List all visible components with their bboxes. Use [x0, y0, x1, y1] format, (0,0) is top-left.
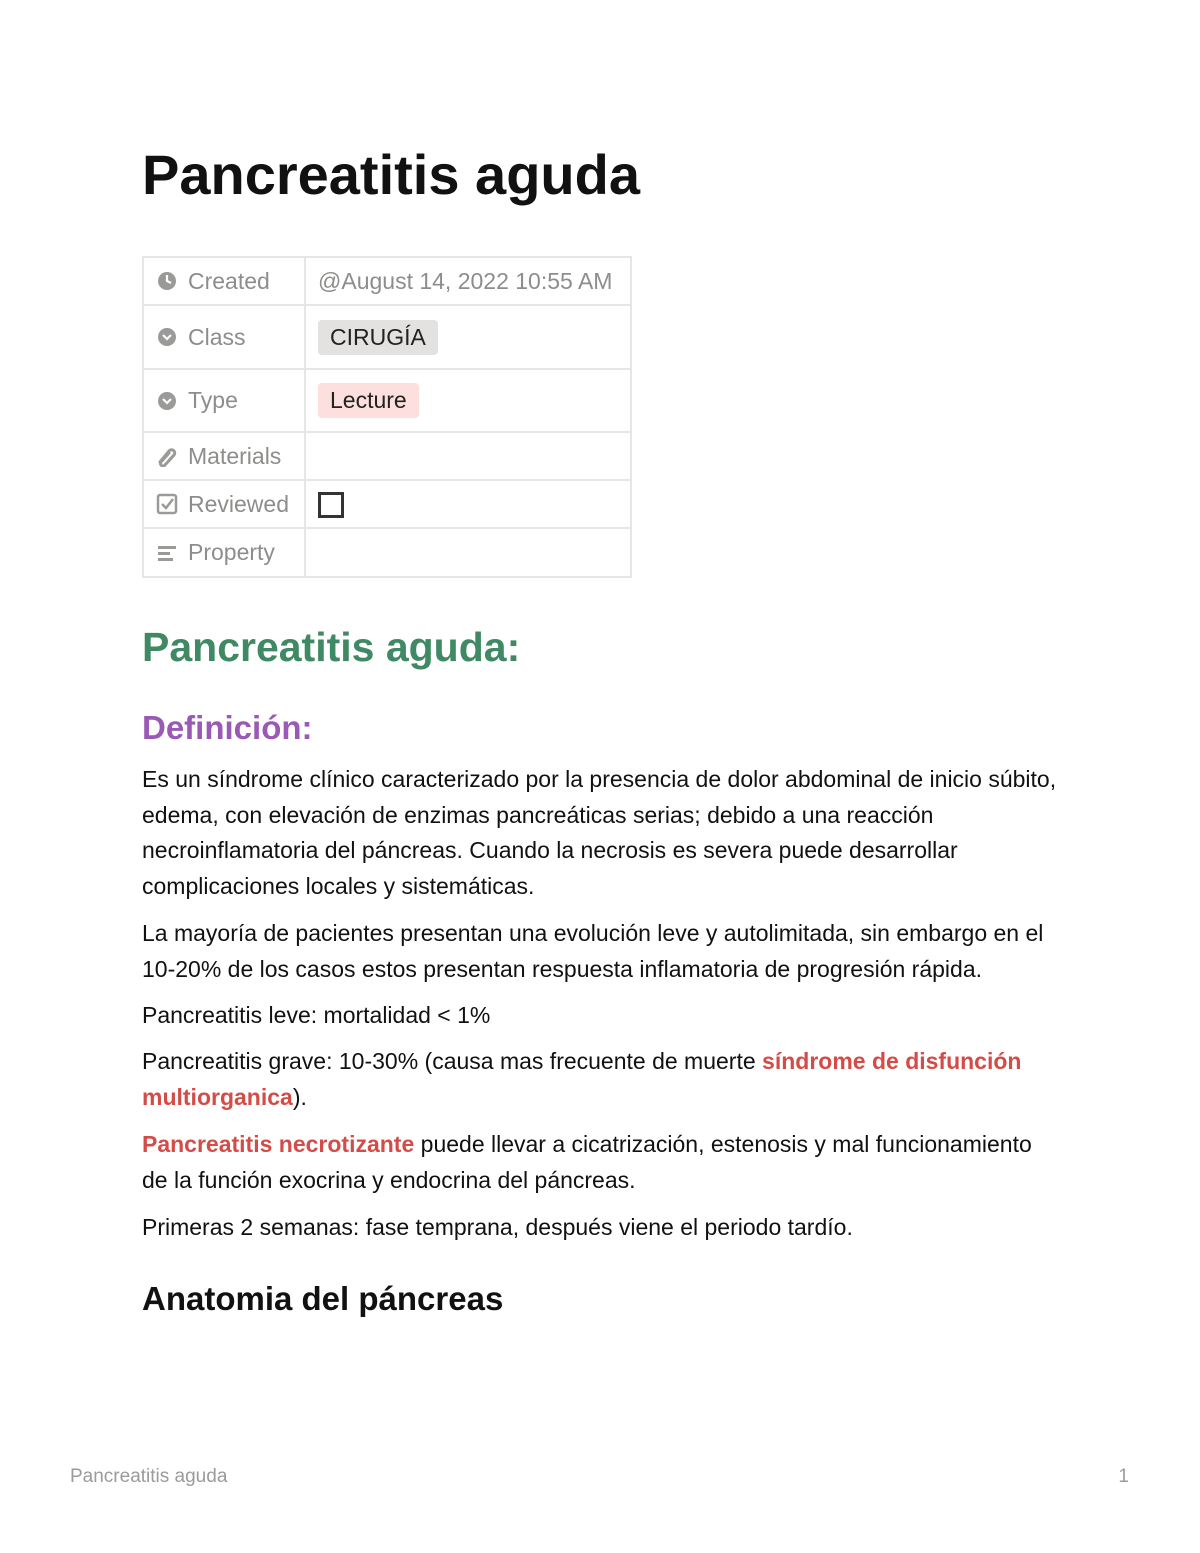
property-key: Property [188, 539, 275, 565]
property-row-created [143, 257, 631, 305]
footer-title: Pancreatitis aguda [70, 1466, 228, 1487]
type-tag[interactable]: Lecture [318, 383, 419, 418]
created-value[interactable]: @August 14, 2022 10:55 AM [305, 257, 631, 305]
select-icon [156, 390, 178, 412]
property-key: Type [188, 387, 238, 413]
paragraph-evolution: La mayoría de pacientes presentan una evolución leve y autolimitada, sin embargo en el 10-20% de los casos estos presentan respuesta inflamatoria de progresión rápida. [142, 920, 1044, 982]
paragraph-necrotizing [142, 1127, 1062, 1198]
reviewed-checkbox[interactable] [318, 492, 344, 518]
property-key: Class [188, 323, 246, 350]
class-tag[interactable]: CIRUGÍA [318, 320, 438, 355]
paperclip-icon [156, 445, 178, 467]
property-row-type [143, 369, 631, 432]
paragraph-severe [142, 1044, 1062, 1115]
checkbox-property-icon [156, 493, 178, 515]
property-key: Reviewed [188, 490, 289, 517]
section-heading-anatomia: Anatomia del páncreas [142, 1280, 504, 1317]
section-heading-pancreatitis: Pancreatitis aguda: [142, 624, 521, 670]
text-lines-icon [156, 542, 178, 564]
property-value[interactable] [305, 528, 631, 577]
property-key: Created [188, 267, 270, 294]
property-row-reviewed [143, 480, 631, 528]
property-key: Materials [188, 442, 282, 469]
property-row-materials [143, 432, 631, 480]
text-segment: puede llevar a cicatrización, estenosis y mal funcionamiento de la función exocrina y endocrina del páncreas. [142, 1131, 1032, 1193]
paragraph-phases: Primeras 2 semanas: fase temprana, después viene el periodo tardío. [142, 1214, 853, 1240]
property-row-property [143, 528, 631, 577]
highlight-text: síndrome de disfunción multiorganica [142, 1048, 1022, 1110]
footer-page-number: 1 [1118, 1466, 1129, 1487]
select-icon [156, 326, 178, 348]
highlight-text: Pancreatitis necrotizante [142, 1131, 415, 1157]
property-row-class [143, 305, 631, 369]
clock-icon [156, 270, 178, 292]
page-title: Pancreatitis aguda [142, 143, 640, 206]
paragraph-definition: Es un síndrome clínico caracterizado por la presencia de dolor abdominal de inicio súbito, edema, con elevación de enzimas pancreáticas serias; debido a una reacción necroinflamatoria del páncreas. Cuando la necrosis es severa puede desarrollar complicaciones locales y sistemáticas. [142, 766, 1057, 899]
section-heading-definicion: Definición: [142, 709, 313, 746]
properties-table [142, 256, 632, 578]
text-segment: ). [292, 1083, 307, 1110]
materials-value[interactable] [305, 432, 631, 480]
text-segment: Pancreatitis grave: 10-30% (causa mas frecuente de muerte [142, 1048, 763, 1074]
paragraph-mild: Pancreatitis leve: mortalidad < 1% [142, 1002, 491, 1028]
